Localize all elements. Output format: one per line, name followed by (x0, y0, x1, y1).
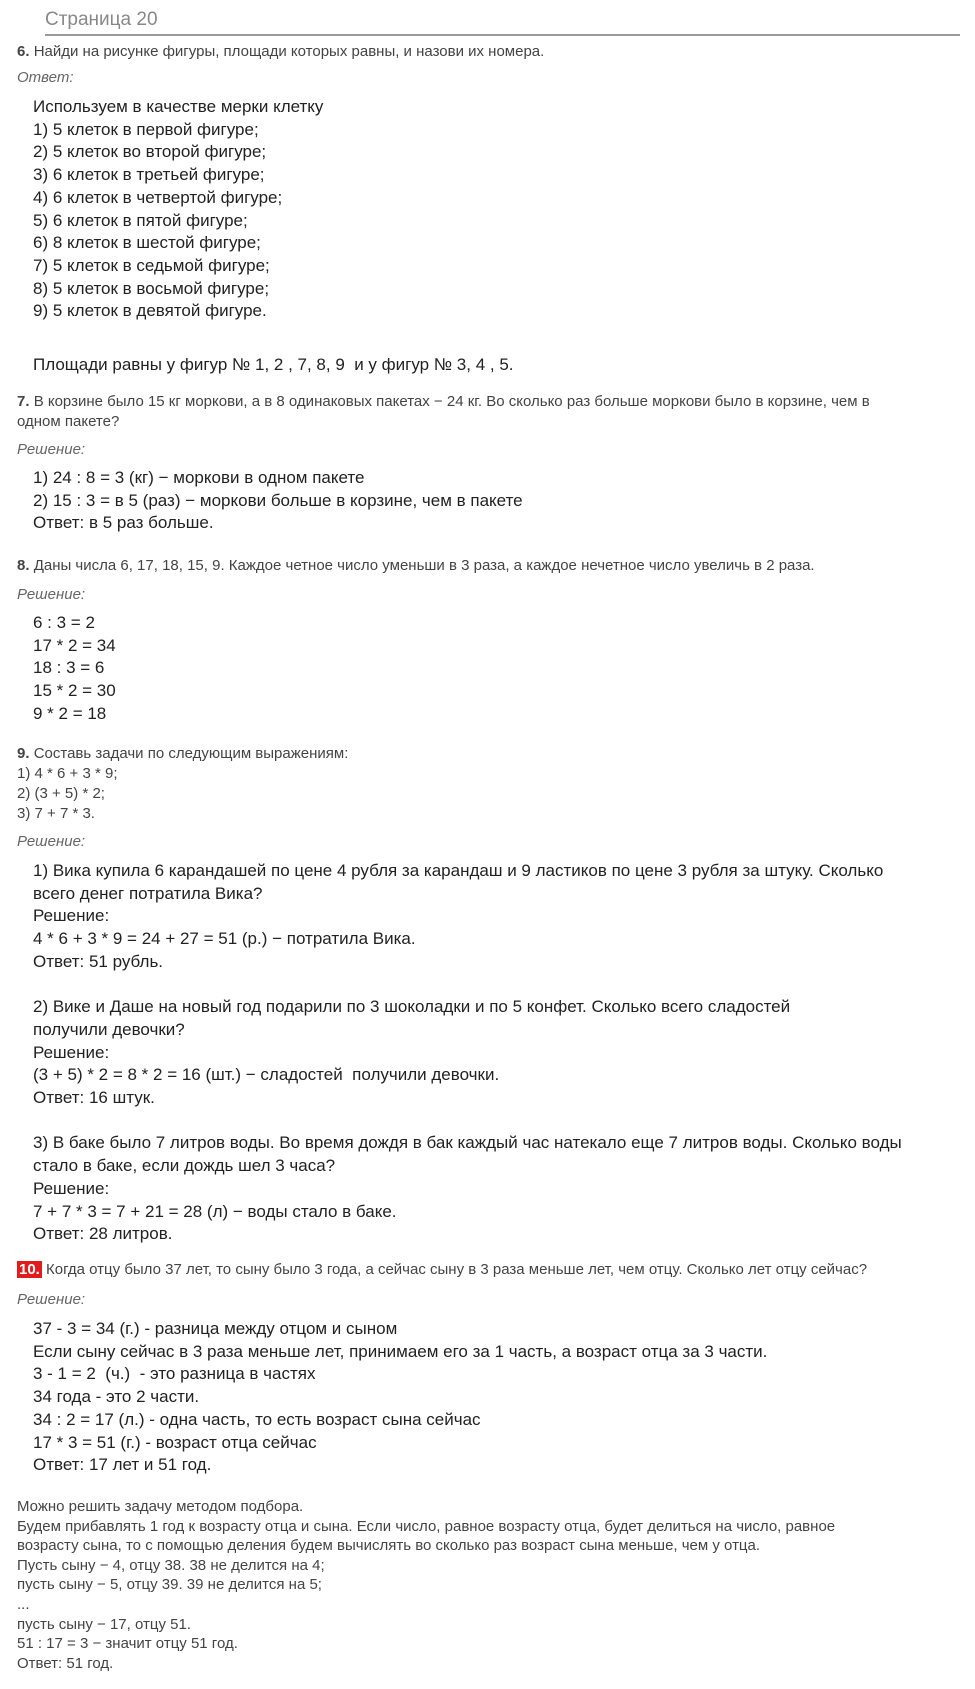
solution-line: всего денег потратила Вика? (33, 883, 263, 903)
solution-line: Ответ: 28 литров. (33, 1224, 173, 1244)
task-10-alternative-solution (17, 1497, 942, 1673)
solution-line: Если сыну сейчас в 3 раза меньше лет, принимаем его за 1 часть, а возраст отца за 3 части. (33, 1341, 768, 1361)
answer-line: 7) 5 клеток в седьмой фигуре; (33, 255, 270, 275)
task-number: 7. (17, 393, 30, 410)
expression: 2) (3 + 5) * 2; (17, 785, 105, 802)
solution-line (33, 974, 953, 997)
solution-line: Решение: (33, 1042, 110, 1062)
task-text: Когда отцу было 37 лет, то сыну было 3 года, а сейчас сыну в 3 раза меньше лет, чем отцу. Сколько лет отцу сейчас? (46, 1261, 868, 1278)
answer-line: Площади равны у фигур № 1, 2 , 7, 8, 9 и у фигур № 3, 4 , 5. (33, 355, 514, 374)
task-7-question (17, 392, 942, 432)
answer-line: 2) 5 клеток во второй фигуре; (33, 142, 267, 162)
solution-line: 9 * 2 = 18 (33, 703, 107, 723)
solution-line: 37 - 3 = 34 (г.) - разница между отцом и сыном (33, 1319, 398, 1338)
answer-line: 4) 6 клеток в четвертой фигуре; (33, 187, 283, 207)
answer-line: 8) 5 клеток в восьмой фигуре; (33, 278, 270, 298)
answer-line: 9) 5 клеток в девятой фигуре. (33, 301, 267, 321)
solution-line: 3 - 1 = 2 (ч.) - это разница в частях (33, 1364, 316, 1384)
task-6-answer-label: Ответ: (17, 69, 74, 86)
solution-line: 34 года - это 2 части. (33, 1387, 200, 1407)
alt-line: Пусть сыну − 4, отцу 38. 38 не делится на 4; (17, 1556, 325, 1574)
solution-line: 4 * 6 + 3 * 9 = 24 + 27 = 51 (р.) − потратила Вика. (33, 929, 416, 949)
alt-line: пусть сыну − 17, отцу 51. (17, 1615, 191, 1633)
answer-line: 5) 6 клеток в пятой фигуре; (33, 210, 248, 230)
answer-line: Используем в качестве мерки клетку (33, 97, 324, 116)
answer-line: 6) 8 клеток в шестой фигуре; (33, 233, 261, 253)
task-6-answer (33, 96, 953, 323)
task-text: Даны числа 6, 17, 18, 15, 9. Каждое четное число уменьши в 3 раза, а каждое нечетное число увеличь в 2 раза. (33, 557, 815, 574)
answer-line: 3) 6 клеток в третьей фигуре; (33, 165, 265, 185)
alt-line: пусть сыну − 5, отцу 39. 39 не делится на 5; (17, 1576, 322, 1594)
solution-line: Ответ: 16 штук. (33, 1088, 155, 1108)
task-10-solution-label: Решение: (17, 1291, 86, 1308)
page-header (45, 6, 960, 36)
task-text: одном пакете? (17, 413, 120, 430)
task-number: 9. (17, 745, 30, 762)
page-title: Страница 20 (45, 9, 158, 30)
solution-line: 7 + 7 * 3 = 7 + 21 = 28 (л) − воды стало в баке. (33, 1201, 397, 1221)
task-10-solution (33, 1318, 953, 1477)
solution-line: (3 + 5) * 2 = 8 * 2 = 16 (шт.) − сладостей получили девочки. (33, 1065, 500, 1085)
solution-line: 6 : 3 = 2 (33, 613, 95, 632)
task-9-question (17, 744, 942, 824)
solution-line: стало в баке, если дождь шел 3 часа? (33, 1156, 336, 1176)
solution-line (33, 1110, 953, 1133)
solution-line: 34 : 2 = 17 (л.) - одна часть, то есть возраст сына сейчас (33, 1409, 481, 1429)
solution-line: получили девочки? (33, 1019, 185, 1039)
solution-line: Ответ: 51 рубль. (33, 951, 164, 971)
task-number-highlight: 10. (19, 1261, 40, 1278)
solution-line: Решение: (33, 906, 110, 926)
task-7-solution (33, 467, 953, 535)
expression: 1) 4 * 6 + 3 * 9; (17, 765, 118, 782)
solution-line: 18 : 3 = 6 (33, 658, 105, 678)
task-text: Составь задачи по следующим выражениям: (33, 745, 349, 762)
task-9-solution-label: Решение: (17, 833, 86, 850)
solution-line: 2) Вике и Даше на новый год подарили по 3 шоколадки и по 5 конфет. Сколько всего сладостей (33, 997, 791, 1017)
solution-line: 1) Вика купила 6 карандашей по цене 4 рубля за карандаш и 9 ластиков по цене 3 рубля за штуку. Сколько (33, 861, 884, 880)
expression: 3) 7 + 7 * 3. (17, 805, 95, 822)
task-9-solution (33, 860, 953, 1246)
task-6-question (17, 42, 942, 62)
alt-line: ... (17, 1595, 30, 1613)
solution-line: 17 * 2 = 34 (33, 635, 116, 655)
alt-line: Будем прибавлять 1 год к возрасту отца и сына. Если число, равное возрасту отца, будет делиться на число, равное (17, 1517, 836, 1535)
task-number: 6. (17, 43, 30, 60)
task-text: В корзине было 15 кг моркови, а в 8 одинаковых пакетах − 24 кг. Во сколько раз больше моркови было в корзине, чем в (33, 393, 870, 410)
solution-line: 17 * 3 = 51 (г.) - возраст отца сейчас (33, 1432, 317, 1452)
solution-line: Ответ: 17 лет и 51 год. (33, 1455, 212, 1475)
alt-line: Ответ: 51 год. (17, 1654, 114, 1672)
solution-line: Ответ: в 5 раз больше. (33, 513, 214, 533)
solution-line: 3) В баке было 7 литров воды. Во время дождя в бак каждый час натекало еще 7 литров воды. Сколько воды (33, 1133, 902, 1153)
task-7-solution-label: Решение: (17, 441, 86, 458)
answer-line: 1) 5 клеток в первой фигуре; (33, 119, 259, 139)
task-8-question (17, 556, 942, 576)
solution-line: Решение: (33, 1178, 110, 1198)
task-6-conclusion (33, 354, 953, 377)
task-10-question (17, 1260, 942, 1280)
task-number: 8. (17, 557, 30, 574)
alt-line: возрасту сына, то с помощью деления будем вычислять во сколько раз возраст сына меньше, чем у отца. (17, 1537, 761, 1555)
task-text: Найди на рисунке фигуры, площади которых равны, и назови их номера. (33, 43, 545, 60)
task-8-solution (33, 612, 953, 726)
alt-line: 51 : 17 = 3 − значит отцу 51 год. (17, 1635, 238, 1653)
solution-line: 1) 24 : 8 = 3 (кг) − моркови в одном пакете (33, 468, 365, 487)
task-8-solution-label: Решение: (17, 586, 86, 603)
alt-line: Можно решить задачу методом подбора. (17, 1498, 304, 1515)
solution-line: 15 * 2 = 30 (33, 681, 116, 701)
solution-line: 2) 15 : 3 = в 5 (раз) − моркови больше в корзине, чем в пакете (33, 490, 523, 510)
